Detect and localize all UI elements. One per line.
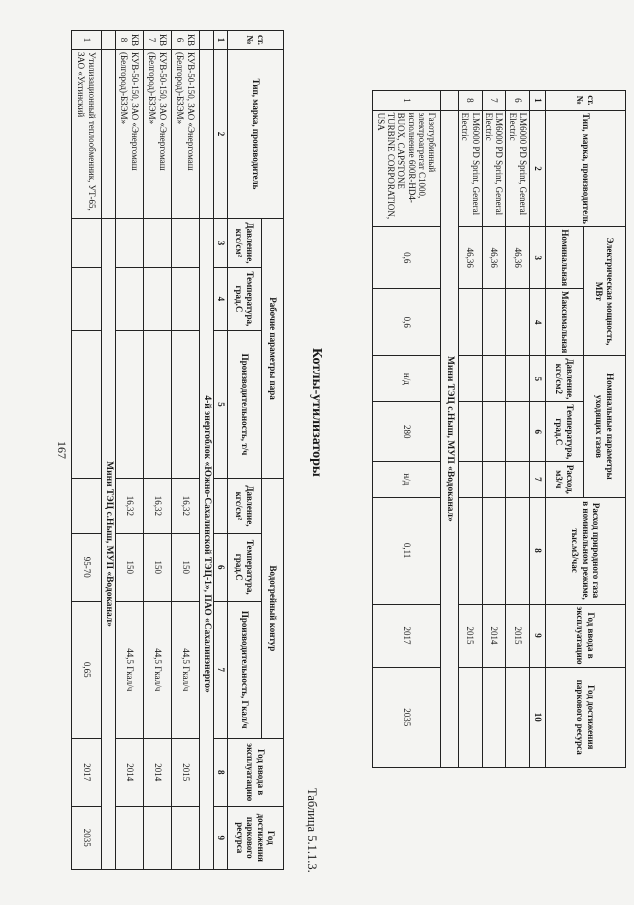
row-w-pressure: 16,32 (144, 478, 172, 533)
row-num: 6 (506, 91, 530, 111)
col-number: 5 (214, 330, 228, 478)
table-row (372, 91, 440, 768)
header-w-pressure: Давление, кгс/см² (228, 478, 262, 533)
row-num: 1 (372, 91, 440, 111)
row-w-temp: 150 (172, 533, 200, 601)
header-flow: Расход, м3/ч (546, 462, 584, 497)
table-row (144, 31, 172, 870)
row-w-temp: 95-70 (72, 533, 102, 601)
header-year-res: Год достижения паркового ресурса (546, 667, 626, 767)
header-temperature: Температура, град.С (546, 402, 584, 462)
row-name: КУВ-50-150, ЗАО «Энергомаш (Белгород)-БЗЭМ» (116, 50, 144, 219)
header-power-max: Максимальная (546, 289, 584, 356)
section-heading: Котлы-утилизаторы (309, 348, 324, 477)
row-power-nom: 46,36 (458, 227, 482, 289)
header-w-temperature: Температура, град.С (228, 533, 262, 601)
col-number: 8 (214, 738, 228, 806)
row-year-in: 2015 (506, 604, 530, 667)
row-w-prod: 0,65 (72, 601, 102, 738)
section-title: Мини ТЭЦ с.Ныш, МУП «Водоканал» (440, 110, 458, 767)
row-name: КУВ-50-150, ЗАО «Энергомаш (Белгород)-БЗЭМ» (172, 50, 200, 219)
col-number: 1 (530, 91, 546, 111)
row-year-res: 2035 (72, 806, 102, 869)
row-year-in: 2014 (116, 738, 144, 806)
page-number: 167 (55, 441, 69, 459)
row-num: 1 (72, 31, 102, 50)
row-power-nom: 46,36 (482, 227, 506, 289)
row-year-in: 2017 (72, 738, 102, 806)
row-name: Утилизационный теплообменник, УТ-65, ЗАО «Ухтинский (72, 50, 102, 219)
row-num: 8 (458, 91, 482, 111)
row-w-prod: 44,5 Гкал/ч (172, 601, 200, 738)
header-name: Тип, марка, производитель (546, 110, 626, 227)
header-name: Тип, марка, производитель (228, 50, 284, 219)
row-w-pressure: 16,32 (116, 478, 144, 533)
section-title: 4-й энергоблок «Южно-Сахалинской ТЭЦ-1», ПАО «Сахалинэнерго» (200, 219, 214, 870)
header-pressure: Давление, кгс/см² (228, 219, 262, 268)
col-number: 6 (214, 533, 228, 601)
row-gas: 0,11 (372, 497, 440, 604)
table-row (506, 91, 530, 768)
header-productivity-gcal: Производительность, Гкал/ч (228, 601, 262, 738)
row-w-temp: 150 (144, 533, 172, 601)
header-gas-consumption: Расход природного газа в номинальном режиме, тыс.м3/час (546, 497, 626, 604)
row-year-res: 2035 (372, 667, 440, 767)
row-name: Газотурбинный электроагрегат C1000, исполнение 600R-HD4-BUOX, CAPSTONE TURBINE CORPORATION, USA (372, 110, 440, 227)
col-number: 7 (214, 601, 228, 738)
table-row (172, 31, 200, 870)
col-number: 10 (530, 667, 546, 767)
header-num: ст. № (228, 31, 284, 50)
header-num: ст. № (546, 91, 626, 111)
table-row (72, 31, 102, 870)
table-label: Таблица 5.1.1.3. (305, 788, 319, 873)
gas-turbine-table (372, 90, 626, 768)
col-number: 3 (214, 219, 228, 268)
row-name: LM6000 PD Sprint, General Electric (458, 110, 482, 227)
col-number: 9 (214, 806, 228, 869)
header-power-nom: Номинальная (546, 227, 584, 289)
row-num: КВ 8 (116, 31, 144, 50)
table-row (482, 91, 506, 768)
row-power-nom: 46,36 (506, 227, 530, 289)
section-title: Мини ТЭЦ с.Ныш, МУП «Водоканал» (102, 219, 116, 870)
row-num: 7 (482, 91, 506, 111)
heat-recovery-boilers-table (71, 30, 284, 870)
col-number: 6 (530, 402, 546, 462)
header-temperature: Температура, град.С (228, 267, 262, 330)
col-number: 2 (530, 110, 546, 227)
header-gas-params: Номинальные параметры уходящих газов (584, 356, 626, 497)
row-w-temp: 150 (116, 533, 144, 601)
col-number: 2 (214, 50, 228, 219)
row-temperature: 280 (372, 402, 440, 462)
row-pressure: н/д (372, 356, 440, 402)
row-w-prod: 44,5 Гкал/ч (116, 601, 144, 738)
row-name: КУВ-50-150, ЗАО «Энергомаш (Белгород)-БЗЭМ» (144, 50, 172, 219)
row-num: КВ 6 (172, 31, 200, 50)
col-number: 7 (530, 462, 546, 497)
header-water: Водогрейный контур (262, 478, 284, 738)
row-w-pressure: 16,32 (172, 478, 200, 533)
header-year-in: Год ввода в эксплуатацию (546, 604, 626, 667)
col-number: 1 (214, 31, 228, 50)
table-row (458, 91, 482, 768)
row-w-prod: 44,5 Гкал/ч (144, 601, 172, 738)
row-name: LM6000 PD Sprint, General Electric (482, 110, 506, 227)
col-number: 3 (530, 227, 546, 289)
header-pressure: Давление, кгс/см2 (546, 356, 584, 402)
row-power-max: 0,6 (372, 289, 440, 356)
col-number: 4 (530, 289, 546, 356)
header-power: Электрическая мощность, МВт (584, 227, 626, 356)
table-row (116, 31, 144, 870)
header-steam: Рабочие параметры пара (262, 219, 284, 479)
col-number: 4 (214, 267, 228, 330)
row-year-in: 2015 (172, 738, 200, 806)
row-power-nom: 0,6 (372, 227, 440, 289)
row-name: LM6000 PD Sprint, General Electric (506, 110, 530, 227)
row-flow: н/д (372, 462, 440, 497)
col-number: 9 (530, 604, 546, 667)
col-number: 5 (530, 356, 546, 402)
row-year-in: 2017 (372, 604, 440, 667)
row-year-in: 2015 (458, 604, 482, 667)
row-year-in: 2014 (482, 604, 506, 667)
col-number: 8 (530, 497, 546, 604)
row-num: КВ 7 (144, 31, 172, 50)
header-year-in: Год ввода в эксплуатацию (228, 738, 284, 806)
header-productivity-th: Производительность, т/ч (228, 330, 262, 478)
row-year-in: 2014 (144, 738, 172, 806)
header-year-res: Год достижения паркового ресурса (228, 806, 284, 869)
